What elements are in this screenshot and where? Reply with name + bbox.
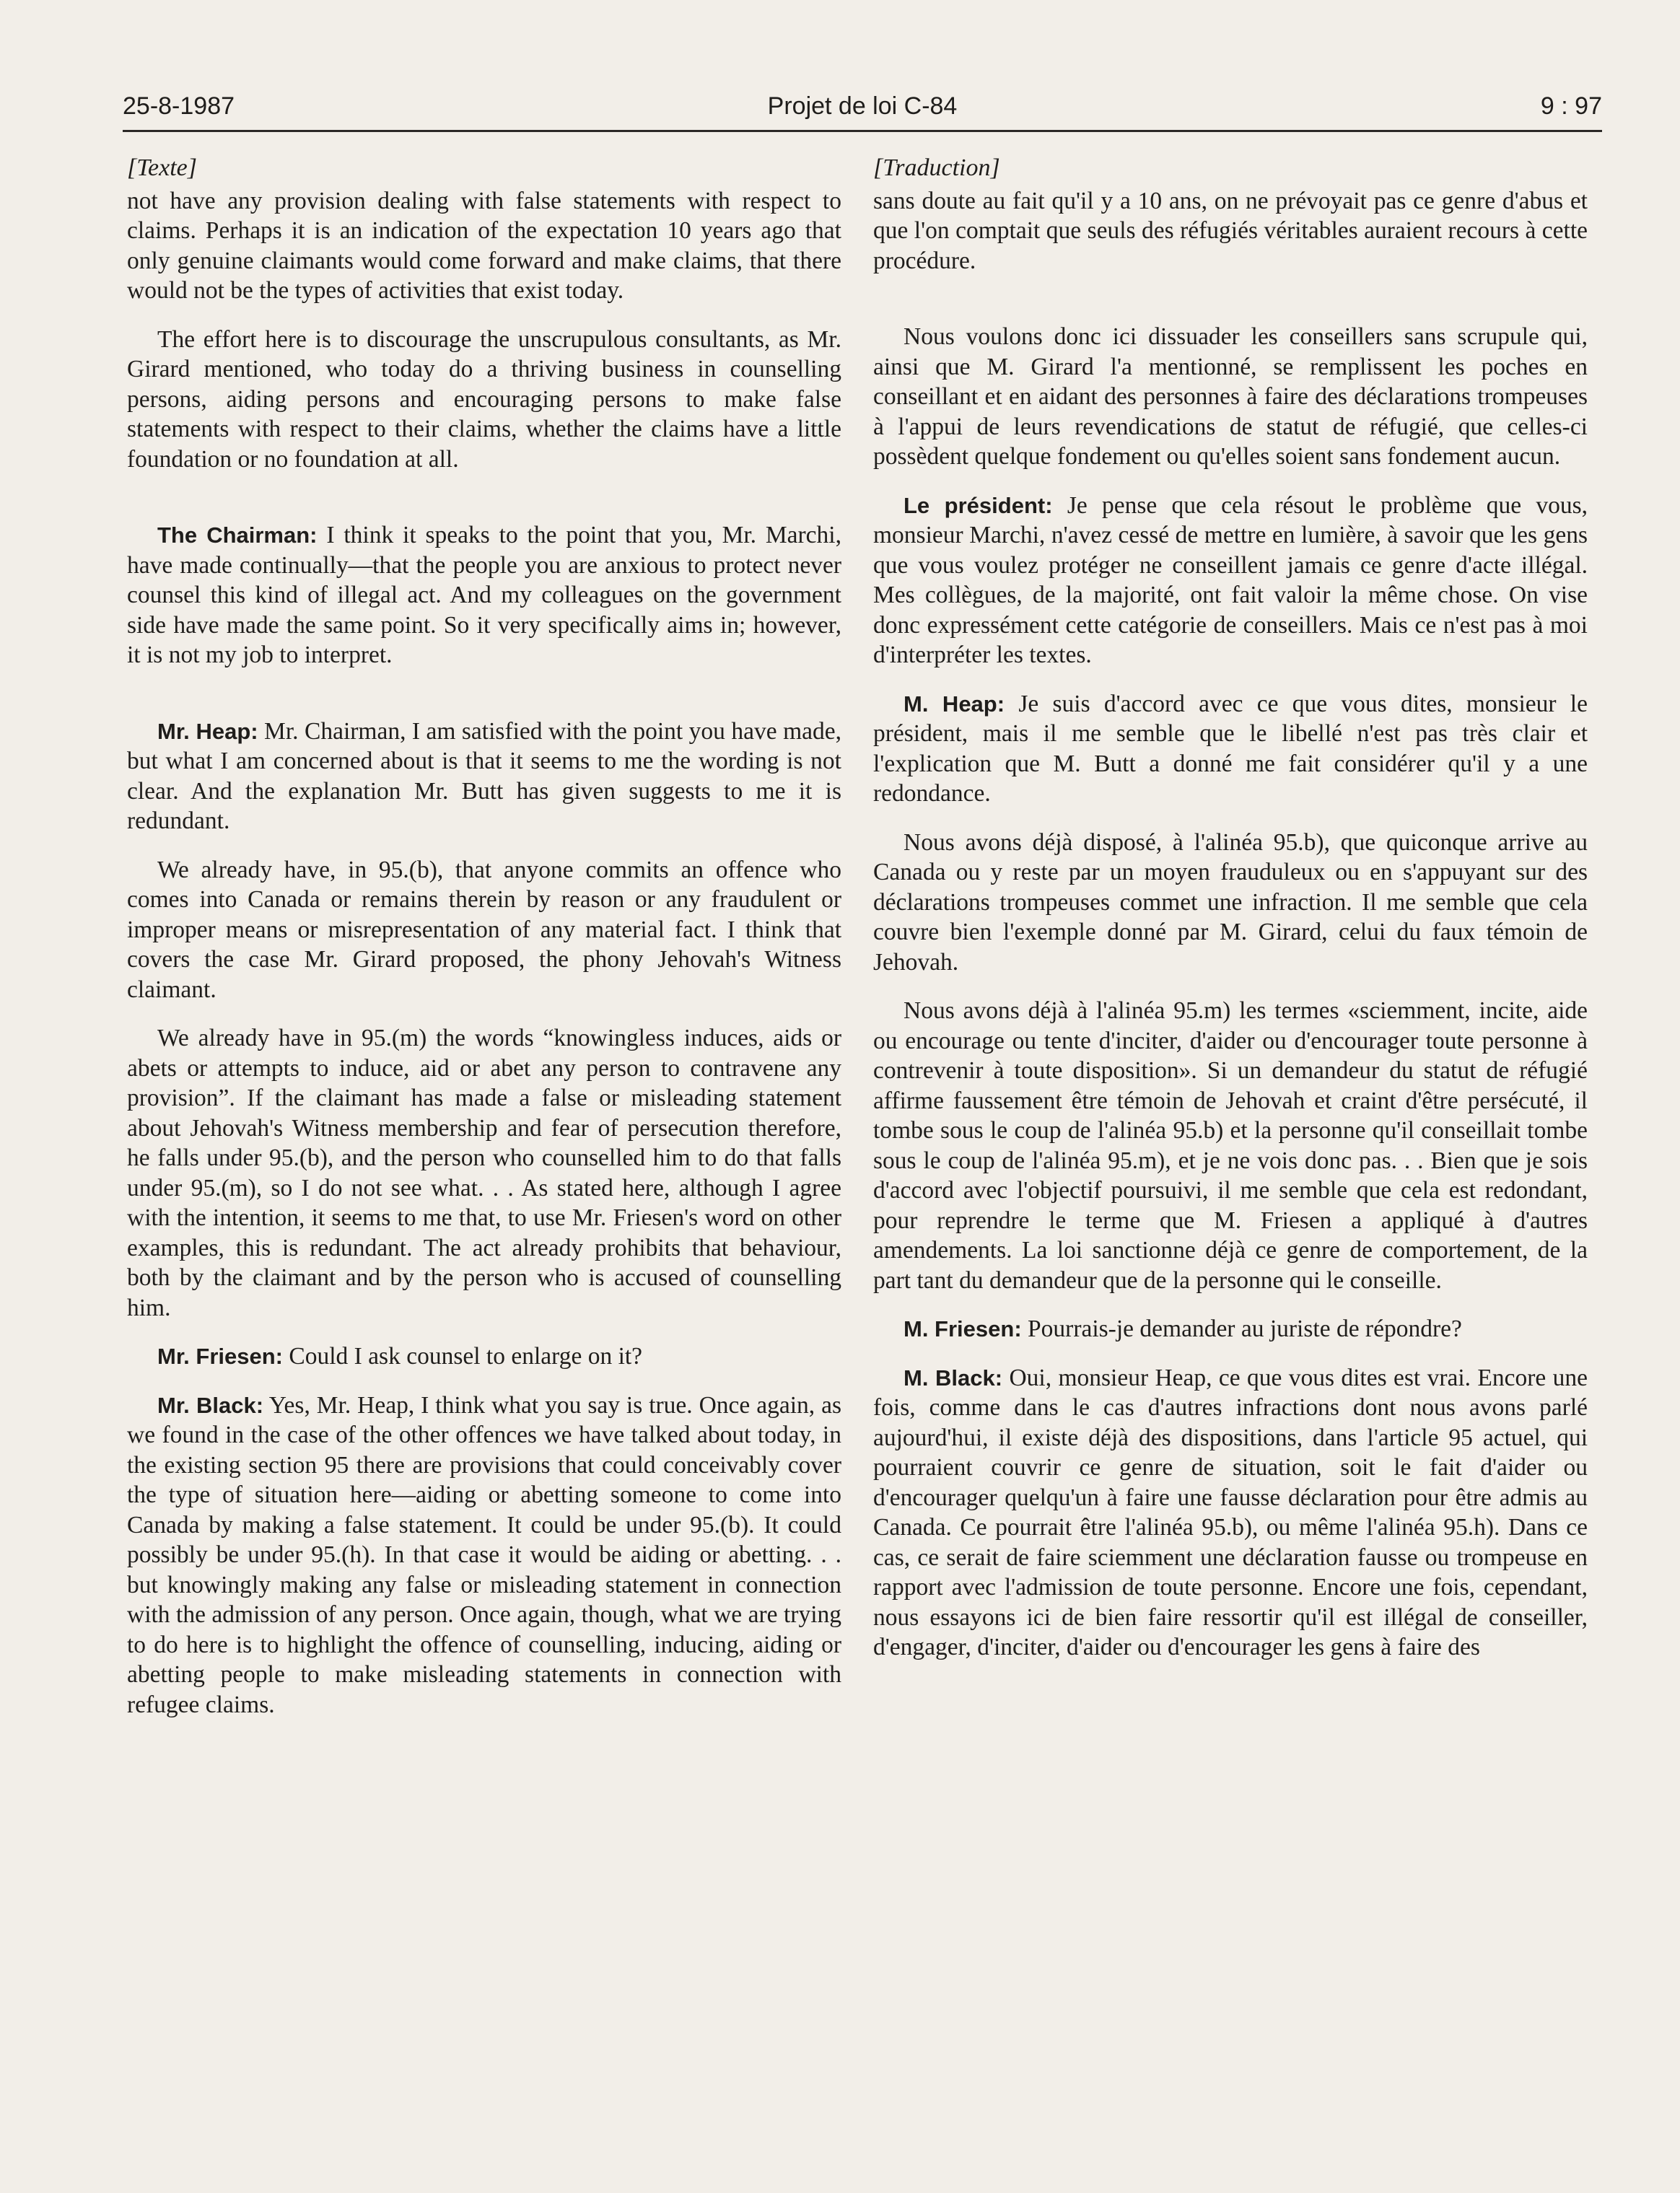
speaker-name: M. Heap:: [904, 691, 1005, 717]
paragraph: [873, 689, 1588, 809]
column-language-label: [Traduction]: [873, 154, 1000, 181]
paragraph: Nous avons déjà à l'alinéa 95.m) les termes «sciemment, incite, aide ou encourage ou tente d'inciter, d'aider ou d'encourager toute personne à contrevenir à toute disposition». Si un demandeur du statut de réfugié affirme faussement être témoin de Jehovah et craint d'être persécuté, il tombe sous le coup de l'alinéa 95.b) et la personne qu'il conseillait tombe sous le coup de l'alinéa 95.m), et je ne vois donc pas. . . Bien que je sois d'accord avec l'objectif poursuivi, il me semble que cela est redondant, pour reprendre le terme que M. Friesen a appliqué à d'autres amendements. La loi sanctionne déjà ce genre de comportement, de la part tant du demandeur que de la personne qui le conseille.: [873, 997, 1588, 1294]
french-column: [873, 153, 1588, 2029]
speaker-name: M. Black:: [904, 1365, 1003, 1391]
paragraph: We already have in 95.(m) the words “knowingless induces, aids or abets or attempts to induce, aid or abet any person to contravene any provision”. If the claimant has made a false or misleading statement about Jehovah's Witness membership and fear of persecution therefore, he falls under 95.(b), and the person who counselled him to do that falls under 95.(m), so I do not see what. . . As stated here, although I agree with the intention, it seems to me that, to use Mr. Friesen's word on other examples, this is redundant. The act already prohibits that behaviour, both by the claimant and by the person who is accused of counselling him.: [127, 1025, 841, 1321]
speech-text: I think it speaks to the point that you, Mr. Marchi, have made continually—that the people you are anxious to protect never counsel this kind of illegal act. And my colleagues on the government side have made the same point. So it very specifically aims in; however, it is not my job to interpret.: [127, 522, 841, 668]
paragraph: sans doute au fait qu'il y a 10 ans, on ne prévoyait pas ce genre d'abus et que l'on comptait que seuls des réfugiés véritables auraient recours à cette procédure.: [873, 187, 1588, 274]
speaker-name: Mr. Heap:: [157, 718, 258, 744]
speaker-name: Le président:: [904, 492, 1053, 518]
column-language-label: [Texte]: [127, 154, 197, 181]
paragraph: Nous avons déjà disposé, à l'alinéa 95.b), que quiconque arrive au Canada ou y reste par un moyen frauduleux ou en s'appuyant sur des déclarations trompeuses commet une infraction. Il me semble que cela couvre bien l'exemple donné par M. Girard, celui du faux témoin de Jehovah.: [873, 828, 1588, 976]
speech-text: Oui, monsieur Heap, ce que vous dites est vrai. Encore une fois, comme dans le cas d'autres infractions dont nous avons parlé aujourd'hui, il existe déjà des dispositions, dans l'article 95 actuel, qui pourraient couvrir ce genre de situation, soit le fait d'aider ou d'encourager quelqu'un à faire une fausse déclaration pour être admis au Canada. Ce pourrait être l'alinéa 95.b), ou même l'alinéa 95.h). Dans ce cas, ce serait de faire sciemment une déclaration fausse ou trompeuse en rapport avec l'admission de toute personne. Encore une fois, cependant, nous essayons ici de bien faire ressortir qu'il est illégal de conseiller, d'engager, d'inciter, d'aider ou d'encourager les gens à faire des: [873, 1364, 1588, 1660]
speech-text: Pourrais-je demander au juriste de répondre?: [1021, 1316, 1462, 1342]
speech-text: Yes, Mr. Heap, I think what you say is true. Once again, as we found in the case of the other offences we have talked about today, in the existing section 95 there are provisions that could conceivably cover the type of situation here—aiding or abetting someone to come into Canada by making a false statement. It could be under 95.(b). It could possibly be under 95.(h). In that case it would be aiding or abetting. . . but knowingly making any false or misleading statement in connection with the admission of any person. Once again, though, what we are trying to do here is to highlight the offence of counselling, inducing, aiding or abetting people to make misleading statements in connection with refugee claims.: [127, 1391, 841, 1718]
speech-text: Mr. Chairman, I am satisfied with the point you have made, but what I am concerned about is that it seems to me the wording is not clear. And the explanation Mr. Butt has given suggests to me it is redundant.: [127, 717, 841, 834]
paragraph: [127, 1391, 841, 1720]
speech-text: Could I ask counsel to enlarge on it?: [283, 1343, 643, 1370]
paragraph: We already have, in 95.(b), that anyone commits an offence who comes into Canada or remains therein by reason or any fraudulent or improper means or misrepresentation of any material fact. I think that covers the case Mr. Girard proposed, the phony Jehovah's Witness claimant.: [127, 856, 841, 1003]
header-title: Projet de loi C-84: [767, 92, 958, 120]
header-rule: [123, 130, 1602, 132]
paragraph: [127, 1341, 841, 1372]
paragraph: [127, 717, 841, 836]
speech-text: Je pense que cela résout le problème que vous, monsieur Marchi, n'avez cessé de mettre en lumière, à savoir que les gens que vous voulez protéger ne conseillent jamais ce genre d'acte illégal. Mes collègues, de la majorité, ont fait valoir la même chose. On vise donc expressément cette catégorie de conseillers. Mais ce n'est pas à moi d'interpréter les textes.: [873, 491, 1588, 668]
paragraph: [127, 520, 841, 670]
paragraph: Nous voulons donc ici dissuader les conseillers sans scrupule qui, ainsi que M. Girard l'a mentionné, se remplissent les poches en conseillant et en aidant des personnes à faire des déclarations trompeuses à l'appui de leurs revendications de statut de réfugié, que celles-ci possèdent quelque fondement ou qu'elles soient sans fondement aucun.: [873, 323, 1588, 470]
header-page-number: 9 : 97: [1540, 92, 1602, 120]
paragraph: [873, 491, 1588, 670]
speaker-name: Mr. Black:: [157, 1392, 264, 1418]
speaker-name: Mr. Friesen:: [157, 1344, 283, 1369]
speaker-name: The Chairman:: [157, 522, 318, 548]
paragraph: [873, 1314, 1588, 1344]
paragraph: [873, 1363, 1588, 1663]
page-header: [123, 92, 1602, 136]
header-date: 25-8-1987: [123, 92, 235, 120]
speech-text: Je suis d'accord avec ce que vous dites, monsieur le président, mais il me semble que le libellé n'est pas très clair et l'explication que M. Butt a donné me fait considérer qu'il y a une redondance.: [873, 690, 1588, 807]
paragraph: not have any provision dealing with false statements with respect to claims. Perhaps it is an indication of the expectation 10 years ago that only genuine claimants would come forward and make claims, that there would not be the types of activities that exist today.: [127, 187, 841, 304]
english-column: [127, 153, 841, 2029]
paragraph: The effort here is to discourage the unscrupulous consultants, as Mr. Girard mentioned, who today do a thriving business in counselling persons, aiding persons and encouraging persons to make false statements with respect to their claims, whether the claims have a little foundation or no foundation at all.: [127, 325, 841, 473]
speaker-name: M. Friesen:: [904, 1316, 1022, 1341]
